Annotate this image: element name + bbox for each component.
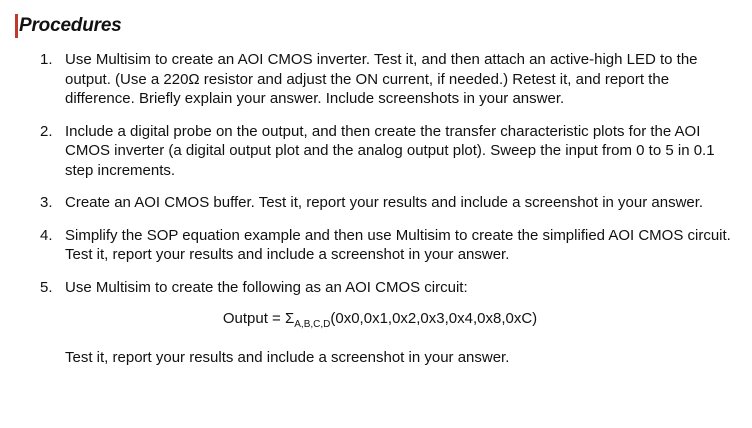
page-title: Procedures	[19, 15, 122, 36]
heading-row	[15, 12, 122, 40]
formula-subscript: A,B,C,D	[294, 319, 331, 330]
formula-prefix: Output = Σ	[222, 310, 295, 327]
list-item	[40, 278, 740, 368]
item-text: Use Multisim to create the following as an AOI CMOS circuit:	[65, 278, 468, 296]
procedure-list	[40, 50, 740, 380]
list-item	[40, 193, 740, 213]
item-number: 3.	[40, 194, 53, 211]
text-cursor-marker	[15, 14, 18, 38]
item-number: 4.	[40, 226, 53, 244]
item-text: Create an AOI CMOS buffer. Test it, report your results and include a screenshot in your answer.	[65, 194, 704, 211]
item-followup-text: Test it, report your results and include a screenshot in your answer.	[65, 348, 510, 366]
list-item	[40, 50, 740, 109]
output-formula	[65, 309, 740, 335]
item-number: 2.	[40, 122, 53, 140]
item-text: Simplify the SOP equation example and then use Multisim to create the simplified AOI CMOS circuit. Test it, report your results and include a screenshot in your answer.	[65, 226, 731, 263]
item-text: Include a digital probe on the output, and then create the transfer characteristic plots for the AOI CMOS inverter (a digital output plot and the analog output plot). Sweep the input from 0 to 5 in 0.1 step increments.	[65, 122, 715, 179]
list-item	[40, 226, 740, 265]
item-text: Use Multisim to create an AOI CMOS inverter. Test it, and then attach an active-high LED to the output. (Use a 220Ω resistor and adjust the ON current, if needed.) Retest it, and report the difference. Briefly explain your answer. Include screenshots in your answer.	[65, 51, 698, 107]
item-number: 5.	[40, 278, 53, 296]
list-item	[40, 122, 740, 181]
item-number: 1.	[40, 51, 53, 68]
item-body	[65, 278, 740, 368]
formula-terms: (0x0,0x1,0x2,0x3,0x4,0x8,0xC)	[330, 310, 538, 327]
